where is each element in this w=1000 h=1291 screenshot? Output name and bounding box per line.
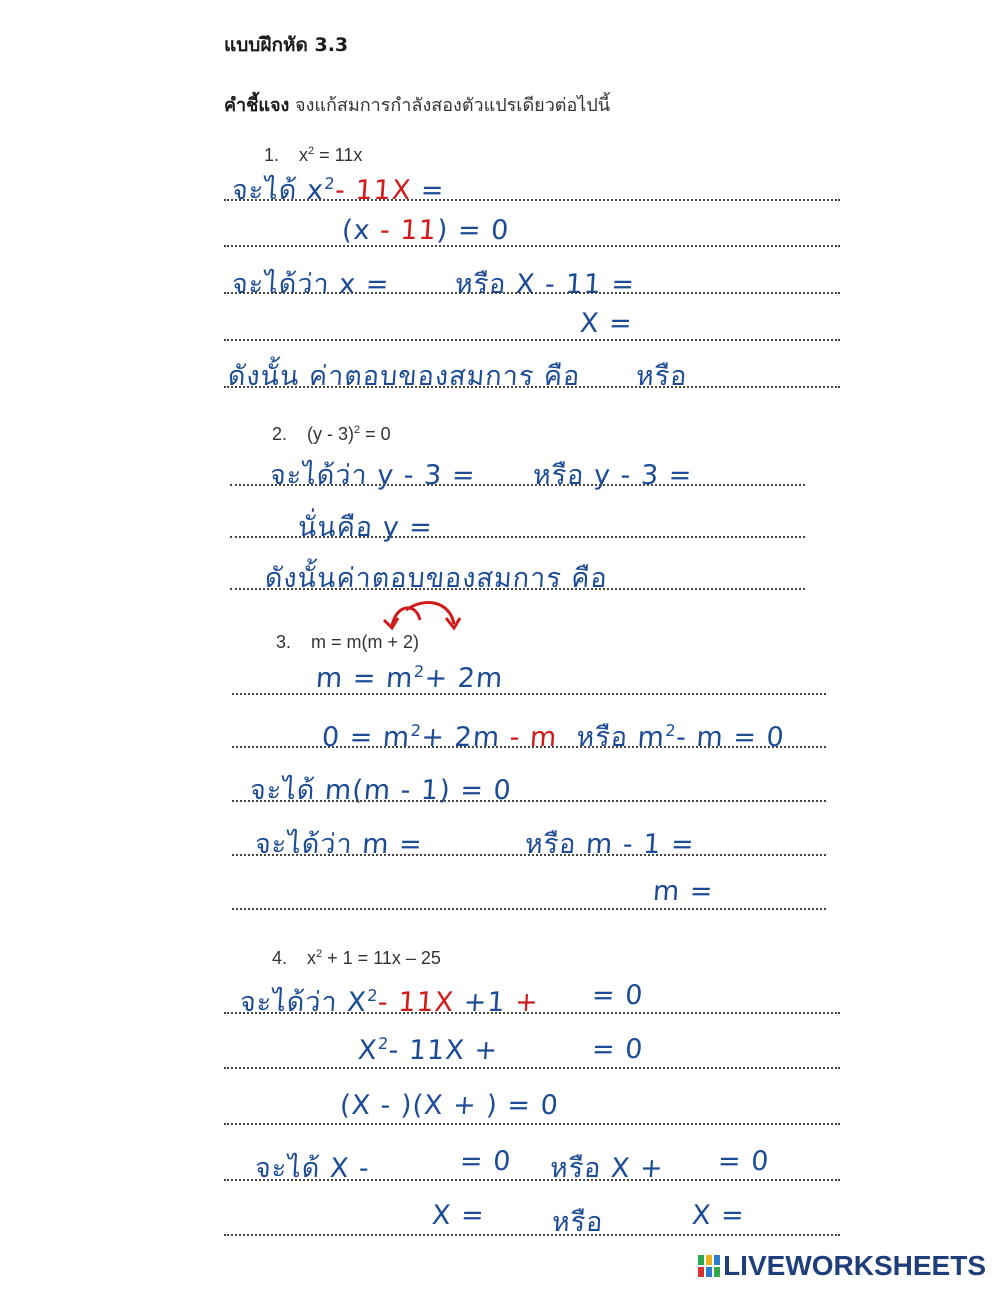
instruction	[224, 90, 610, 119]
q2-equation: 2. (y - 3)$^2$ = 0	[272, 424, 391, 444]
q4-line4d: = 0	[716, 1146, 771, 1177]
q3-line4b: หรือ m - 1 =	[523, 829, 696, 860]
q1-line4: X =	[578, 308, 634, 339]
q3-line2: $0 = m^2+ 2m - m$ หรือ $m^2-$ m = 0	[320, 721, 786, 753]
q3-answer-line-3[interactable]	[232, 800, 826, 802]
q2-line3: ดังนั้นค่าตอบของสมการ คือ	[263, 563, 609, 594]
worksheet-title: แบบฝึกหัด 3.3	[224, 34, 349, 56]
q2-line1b: หรือ y - 3 =	[531, 460, 694, 491]
q2-line1a: จะได้ว่า y - 3 =	[268, 460, 477, 491]
q4-answer-line-2[interactable]	[224, 1067, 840, 1069]
q1-line3b: หรือ X - 11 =	[453, 269, 637, 300]
q4-line4c: หรือ X +	[548, 1153, 665, 1184]
q4-answer-line-4[interactable]	[224, 1179, 840, 1181]
q4-line2c: = 0	[590, 1034, 645, 1065]
q4-equation: 4. $x^2 + 1 = 11x - 25$	[272, 948, 441, 968]
q1-answer-line-1[interactable]	[224, 199, 840, 201]
q1-line5b: หรือ	[634, 361, 689, 392]
distribute-arrows-icon	[378, 598, 468, 634]
q2-answer-line-1[interactable]	[230, 484, 805, 486]
q3-answer-line-4[interactable]	[232, 854, 826, 856]
q4-line2: $X^2-$ 11X +	[356, 1034, 500, 1066]
q4-line1: จะได้ว่า $X^2-$ 11X +1 +	[238, 986, 540, 1018]
q4-answer-line-5[interactable]	[224, 1234, 840, 1236]
q3-line1: $m = m^2+ 2m$	[314, 662, 505, 694]
q3-line4a: จะได้ว่า m =	[253, 829, 424, 860]
q3-answer-line-5[interactable]	[232, 908, 826, 910]
q4-answer-line-3[interactable]	[224, 1123, 840, 1125]
q4-line3: (X - )(X + ) = 0	[338, 1090, 560, 1121]
liveworksheets-logo-text: LIVEWORKSHEETS	[723, 1250, 986, 1281]
q1-answer-line-3[interactable]	[224, 292, 840, 294]
q4-line4b: = 0	[458, 1146, 513, 1177]
q1-answer-line-4[interactable]	[224, 339, 840, 341]
liveworksheets-logo-icon	[698, 1255, 720, 1277]
q1-line5a: ดังนั้น ค่าตอบของสมการ คือ	[226, 361, 582, 392]
q1-line1: จะได้ $x^2-$ 11X =	[230, 174, 446, 206]
q4-line5a: X =	[430, 1200, 486, 1231]
q4-line1c: = 0	[590, 980, 645, 1011]
liveworksheets-logo	[698, 1250, 986, 1282]
instruction-label: คำชี้แจง	[224, 95, 290, 116]
q3-answer-line-2[interactable]	[232, 746, 826, 748]
q1-line3a: จะได้ว่า x =	[230, 269, 391, 300]
q4-line5b: หรือ	[550, 1207, 605, 1238]
q3-line5: m =	[651, 876, 715, 907]
instruction-text: จงแก้สมการกำลังสองตัวแปรเดียวต่อไปนี้	[295, 95, 611, 116]
q1-answer-line-2[interactable]	[224, 245, 840, 247]
q3-line3: จะได้ m(m - 1) = 0	[248, 775, 513, 806]
q3-answer-line-1[interactable]	[232, 693, 826, 695]
q4-line4a: จะได้ X -	[253, 1153, 371, 1184]
q4-line5c: X =	[690, 1200, 746, 1231]
q1-equation: 1. $x^2 = 11x$	[264, 145, 363, 165]
q1-line2: (x - 11) = 0	[340, 215, 511, 246]
q2-line2: นั่นคือ y =	[296, 512, 434, 543]
q3-equation: 3. m = m(m + 2)	[276, 632, 420, 652]
q1-answer-line-5[interactable]	[224, 386, 840, 388]
q4-answer-line-1[interactable]	[224, 1012, 840, 1014]
q2-answer-line-3[interactable]	[230, 588, 805, 590]
q2-answer-line-2[interactable]	[230, 536, 805, 538]
